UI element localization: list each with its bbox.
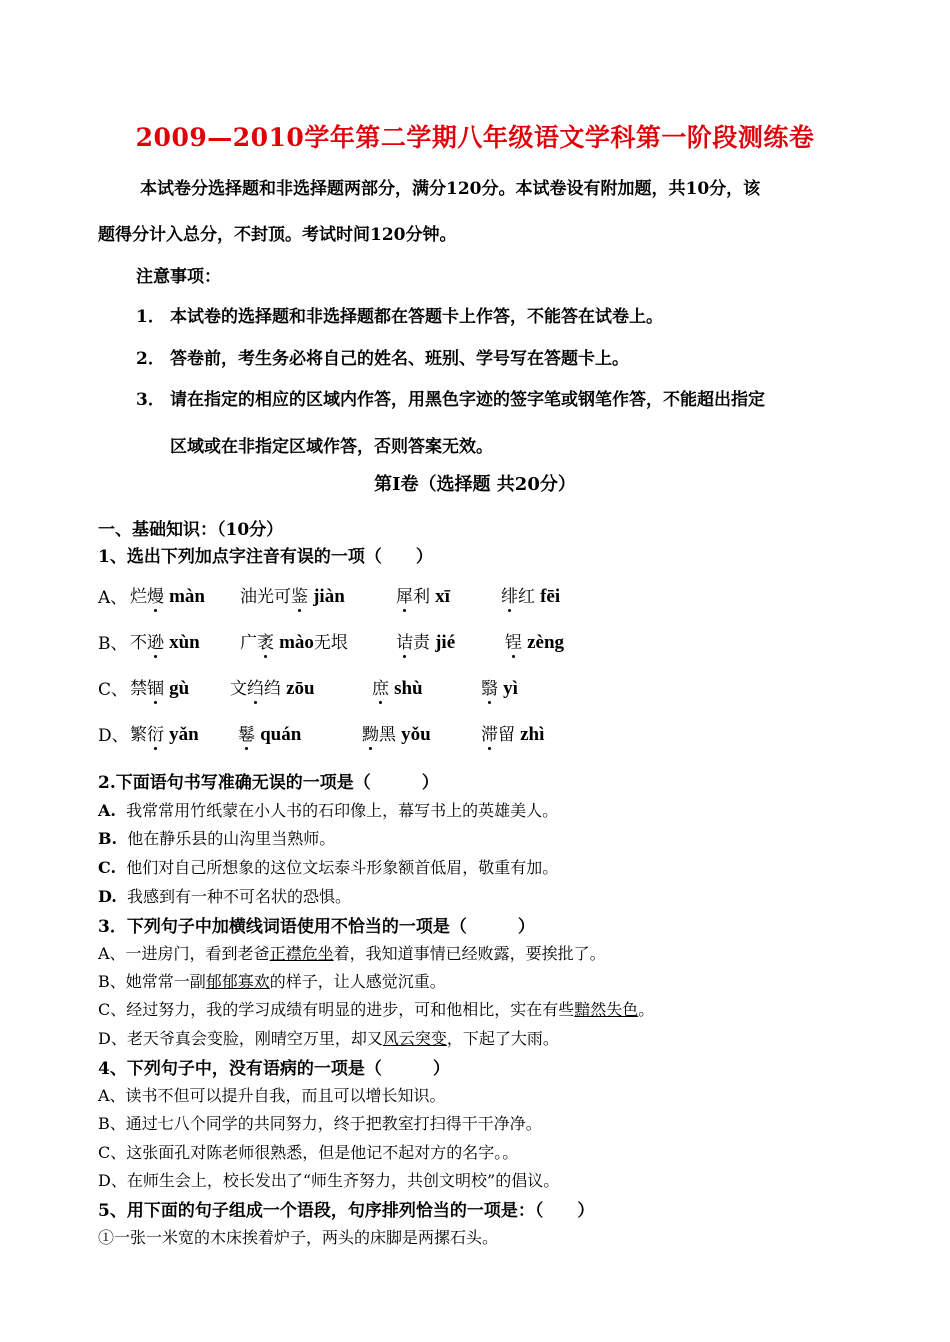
pinyin: zōu [286,678,315,699]
option-text: 我常常用竹纸蒙在小人书的石印像上，幕写书上的英雄美人。 [126,801,559,820]
option-text: C、经过努力，我的学习成绩有明显的进步，可和他相比，实在有些 [98,1000,575,1019]
underlined-phrase: 黯然失色 [574,1000,639,1019]
notice-item-text: 本试卷的选择题和非选择题都在答题卡上作答，不能答在试卷上。 [170,307,663,327]
option-text: 我感到有一种不可名状的恐惧。 [127,887,352,906]
q1-option-c [98,675,128,700]
q1-b-item-1 [130,628,200,654]
pinyin: xī [435,586,450,607]
question-1-stem: 1、选出下列加点字注音有误的一项（ ） [98,547,433,567]
dotted-char: 逊 [147,628,164,653]
intro-line-2: 题得分计入总分，不封顶。考试时间120分钟。 [98,225,457,245]
q3-option-b [98,969,446,992]
q3-option-c [98,997,654,1020]
q4-option-c: C、这张面孔对陈老师很熟悉，但是他记不起对方的名字。。 [98,1143,519,1162]
option-label: D、 [98,726,129,746]
pinyin: màn [169,586,205,607]
dotted-char: 绯 [501,582,518,607]
option-label: A. [98,801,116,820]
q1-d-item-2 [238,720,301,746]
q5-sentence: ①一张一米宽的木床挨着炉子，两头的床脚是两摞石头。 [98,1228,499,1247]
q1-b-item-2 [240,628,348,654]
option-label: D. [98,887,117,906]
section-title: 第Ⅰ卷（选择题 共20分） [374,474,576,495]
q1-c-item-4 [481,674,518,700]
dotted-char: 锃 [505,628,522,653]
option-label: B. [98,829,118,848]
pinyin: gù [169,678,190,699]
option-label: A、 [98,588,128,608]
notice-item-text: 答卷前，考生务必将自己的姓名、班别、学号写在答题卡上。 [170,349,629,369]
notice-item-number: 3． [136,390,165,410]
option-label: C、 [98,680,129,700]
notice-item-text: 请在指定的相应的区域内作答，用黑色字迹的签字笔或钢笔作答，不能超出指定 [170,390,765,410]
dotted-char: 翳 [481,674,498,699]
underlined-phrase: 正襟危坐 [269,944,334,963]
word-text: 繁 [130,725,147,745]
notice-item-continuation: 区域或在非指定区域作答，否则答案无效。 [170,437,493,457]
word-text: 红 [518,587,535,607]
dotted-char: 黝 [362,720,379,745]
notice-heading: 注意事项： [136,267,221,287]
q1-a-item-4 [501,582,560,608]
option-text: 。 [638,1000,655,1019]
option-text: ，下起了大雨。 [446,1029,559,1048]
dotted-char: 衍 [147,720,164,745]
word-text: 责 [413,633,430,653]
q3-option-d [98,1026,559,1049]
word-text: 不 [130,633,147,653]
q2-option-a [98,798,558,821]
q1-b-item-4 [505,628,564,654]
word-text: 烂 [130,587,147,607]
q1-d-item-1 [130,720,199,746]
pinyin: zèng [527,632,565,653]
q2-option-b [98,826,335,849]
q2-option-d [98,884,351,907]
word-text: 广 [240,633,257,653]
q1-d-item-3 [362,720,431,746]
option-text: 着，我知道事情已经败露，要挨批了。 [333,944,606,963]
pinyin: yì [503,678,518,699]
q1-c-item-1 [130,674,189,700]
q4-option-d: D、在师生会上，校长发出了“师生齐努力，共创文明校”的倡议。 [98,1171,560,1190]
dotted-char: 锢 [147,674,164,699]
dotted-char: 诘 [396,628,413,653]
q1-a-item-1 [130,582,205,608]
q3-option-a [98,941,606,964]
pinyin: yǎn [169,724,199,745]
word-text: 绉 [264,679,281,699]
option-text: 他在静乐县的山沟里当熟师。 [127,829,336,848]
option-label: B、 [98,634,128,654]
q4-option-b: B、通过七八个同学的共同努力，终于把教室打扫得干干净净。 [98,1114,542,1133]
question-3-stem: 3．下列句子中加横线词语使用不恰当的一项是（ ） [98,917,535,937]
underlined-phrase: 郁郁寡欢 [205,972,270,991]
pinyin: xùn [169,632,200,653]
notice-item-number: 2． [136,349,165,369]
pinyin: mào [279,632,314,653]
part-heading: 一、基础知识：（10分） [98,520,284,540]
q1-b-item-3 [396,628,455,654]
question-4-stem: 4、下列句子中，没有语病的一项是（ ） [98,1059,450,1079]
option-text: 他们对自己所想象的这位文坛泰斗形象额首低眉，敬重有加。 [126,858,559,877]
word-text: 留 [498,725,515,745]
dotted-char: 滞 [481,720,498,745]
q1-option-b [98,629,128,654]
word-text: 黑 [379,725,396,745]
pinyin: jiàn [313,586,345,607]
dotted-char: 庶 [372,674,389,699]
dotted-char: 绉 [247,674,264,699]
word-text: 禁 [130,679,147,699]
dotted-char: 犀 [396,582,413,607]
option-text: B、她常常一副 [98,972,206,991]
q1-option-d [98,721,129,746]
word-text: 利 [413,587,430,607]
q4-option-a: A、读书不但可以提升自我，而且可以增长知识。 [98,1086,446,1105]
word-text: 油光可 [240,587,291,607]
q1-a-item-2 [240,582,345,608]
question-2-stem: 2.下面语句书写准确无误的一项是（ ） [98,773,439,793]
option-text: 的样子，让人感觉沉重。 [269,972,446,991]
pinyin: quán [260,724,302,745]
underlined-phrase: 风云突变 [382,1029,447,1048]
dotted-char: 鉴 [291,582,308,607]
word-text: 文 [230,679,247,699]
q1-d-item-4 [481,720,544,746]
word-text: 无垠 [313,633,348,653]
exam-title: 2009—2010学年第二学期八年级语文学科第一阶段测练卷 [135,123,815,152]
q1-c-item-3 [372,674,423,700]
question-5-stem: 5、用下面的句子组成一个语段，句序排列恰当的一项是：（ ） [98,1201,595,1221]
q1-option-a [98,583,127,608]
option-text: D、老天爷真会变脸，刚晴空万里，却又 [98,1029,383,1048]
option-label: C. [98,858,117,877]
q1-a-item-3 [396,582,450,608]
pinyin: zhì [520,724,545,745]
dotted-char: 袤 [257,628,274,653]
q2-option-c [98,855,558,878]
intro-line-1: 本试卷分选择题和非选择题两部分，满分120分。本试卷设有附加题，共10分，该 [140,179,761,199]
dotted-char: 鬈 [238,720,255,745]
pinyin: fēi [540,586,561,607]
dotted-char: 熳 [147,582,164,607]
pinyin: shù [394,678,423,699]
q1-c-item-2 [230,674,315,700]
option-text: A、一进房门，看到老爸 [98,944,270,963]
notice-item-number: 1． [136,307,165,327]
pinyin: jié [435,632,456,653]
pinyin: yǒu [401,724,431,745]
